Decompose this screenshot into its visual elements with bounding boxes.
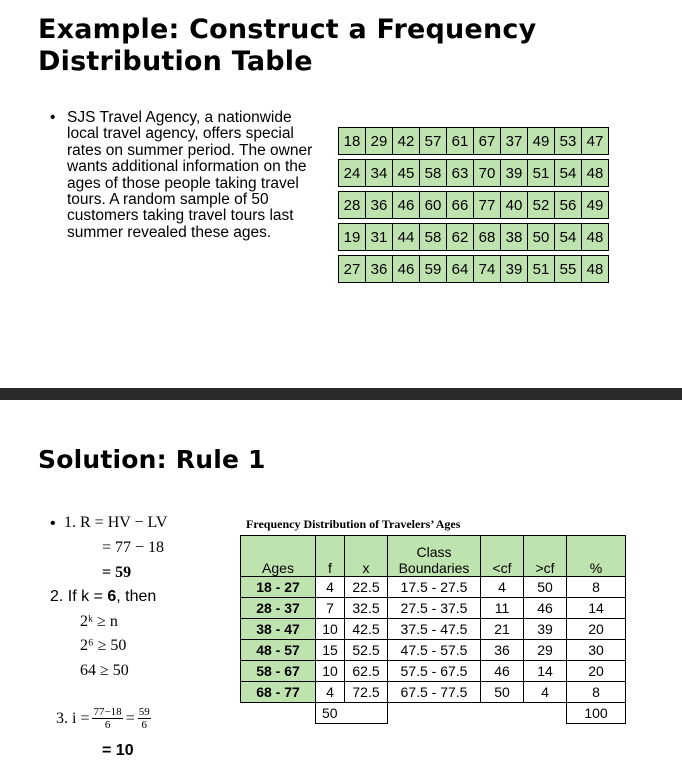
age-cell: 48	[582, 160, 609, 187]
age-cell: 47	[582, 128, 609, 155]
row-f: 10	[316, 619, 345, 640]
totals-row	[241, 703, 626, 724]
row-less-cf: 21	[481, 619, 524, 640]
age-cell: 19	[339, 224, 366, 251]
total-frequency: 50	[316, 703, 388, 724]
age-cell: 37	[501, 128, 528, 155]
step3-fraction-2	[138, 706, 151, 731]
age-cell: 74	[474, 256, 501, 283]
ages-row	[339, 160, 609, 187]
row-greater-cf: 29	[524, 640, 567, 661]
row-x: 52.5	[345, 640, 388, 661]
header-ages: Ages	[241, 536, 316, 577]
age-cell: 53	[555, 128, 582, 155]
header-percent: %	[567, 536, 626, 577]
age-cell: 52	[528, 192, 555, 219]
slide1-title	[38, 14, 536, 78]
age-cell: 46	[393, 192, 420, 219]
age-cell: 48	[582, 224, 609, 251]
header-class-line1: Class	[416, 544, 452, 560]
row-percent: 30	[567, 640, 626, 661]
totals-blank-gcf	[524, 703, 567, 724]
row-ages: 58 - 67	[241, 661, 316, 682]
age-cell: 51	[528, 256, 555, 283]
table-row	[241, 640, 626, 661]
step3-frac2-denominator: 6	[141, 719, 147, 731]
table-row	[241, 577, 626, 598]
total-percent: 100	[567, 703, 626, 724]
ages-row	[339, 128, 609, 155]
row-f: 7	[316, 598, 345, 619]
age-cell: 48	[582, 256, 609, 283]
age-cell: 44	[393, 224, 420, 251]
age-cell: 29	[366, 128, 393, 155]
row-ages: 68 - 77	[241, 682, 316, 703]
slide1-title-line2: Distribution Table	[38, 46, 313, 77]
step3-frac1-numerator: 77−18	[93, 706, 122, 718]
age-cell: 57	[420, 128, 447, 155]
row-class-boundary: 67.5 - 77.5	[388, 682, 481, 703]
age-cell: 28	[339, 192, 366, 219]
step2-suffix: , then	[116, 588, 157, 605]
step2-substituted: 2⁶ ≥ 50	[80, 637, 127, 654]
age-cell: 56	[555, 192, 582, 219]
slide1-title-line1: Example: Construct a Frequency	[38, 14, 537, 45]
header-f: f	[316, 536, 345, 577]
age-cell: 45	[393, 160, 420, 187]
step1-substitution: = 77 − 18	[102, 539, 165, 556]
step1-bullet: •	[50, 515, 56, 532]
age-cell: 58	[420, 160, 447, 187]
ages-row	[339, 256, 609, 283]
row-percent: 20	[567, 619, 626, 640]
row-x: 32.5	[345, 598, 388, 619]
age-cell: 55	[555, 256, 582, 283]
age-cell: 40	[501, 192, 528, 219]
age-cell: 31	[366, 224, 393, 251]
bullet-dot: •	[50, 109, 56, 126]
step3-fraction-1	[92, 706, 122, 731]
slide1-bullet-text: SJS Travel Agency, a nationwide local travel agency, offers special rates on summer period. The owner wants additional information on the ages of those people taking travel tours. A random sample of 50 customers taking travel tours last summer revealed these ages.	[67, 109, 313, 241]
row-less-cf: 46	[481, 661, 524, 682]
row-ages: 28 - 37	[241, 598, 316, 619]
row-less-cf: 11	[481, 598, 524, 619]
step1-result: = 59	[102, 564, 132, 581]
row-less-cf: 50	[481, 682, 524, 703]
age-cell: 60	[420, 192, 447, 219]
header-greater-cf: >cf	[524, 536, 567, 577]
table-row	[241, 619, 626, 640]
row-greater-cf: 14	[524, 661, 567, 682]
row-ages: 38 - 47	[241, 619, 316, 640]
age-cell: 24	[339, 160, 366, 187]
step3-result: = 10	[102, 742, 134, 759]
step2-evaluated: 64 ≥ 50	[80, 662, 129, 679]
row-percent: 14	[567, 598, 626, 619]
age-cell: 36	[366, 192, 393, 219]
age-cell: 34	[366, 160, 393, 187]
row-f: 15	[316, 640, 345, 661]
age-cell: 39	[501, 160, 528, 187]
row-percent: 8	[567, 577, 626, 598]
row-x: 62.5	[345, 661, 388, 682]
header-less-cf: <cf	[481, 536, 524, 577]
age-cell: 49	[582, 192, 609, 219]
table-row	[241, 661, 626, 682]
step2-prefix: 2. If k =	[50, 588, 108, 605]
row-percent: 20	[567, 661, 626, 682]
row-x: 72.5	[345, 682, 388, 703]
totals-blank-cb	[388, 703, 481, 724]
step3-equals: =	[125, 709, 135, 727]
row-class-boundary: 37.5 - 47.5	[388, 619, 481, 640]
totals-blank-ages	[241, 703, 316, 724]
age-cell: 70	[474, 160, 501, 187]
age-cell: 58	[420, 224, 447, 251]
step3-frac1-denominator: 6	[104, 719, 111, 731]
table-row	[241, 598, 626, 619]
row-class-boundary: 47.5 - 57.5	[388, 640, 481, 661]
row-less-cf: 4	[481, 577, 524, 598]
row-f: 4	[316, 577, 345, 598]
step2-condition	[50, 588, 156, 606]
age-cell: 68	[474, 224, 501, 251]
age-cell: 62	[447, 224, 474, 251]
ages-row	[339, 224, 609, 251]
age-cell: 61	[447, 128, 474, 155]
age-cell: 59	[420, 256, 447, 283]
age-cell: 54	[555, 224, 582, 251]
row-greater-cf: 50	[524, 577, 567, 598]
frequency-distribution-table	[240, 535, 626, 724]
row-ages: 48 - 57	[241, 640, 316, 661]
age-cell: 49	[528, 128, 555, 155]
row-class-boundary: 27.5 - 37.5	[388, 598, 481, 619]
row-ages: 18 - 27	[241, 577, 316, 598]
age-cell: 64	[447, 256, 474, 283]
ages-row	[339, 192, 609, 219]
age-cell: 38	[501, 224, 528, 251]
row-percent: 8	[567, 682, 626, 703]
age-cell: 27	[339, 256, 366, 283]
age-cell: 50	[528, 224, 555, 251]
age-cell: 54	[555, 160, 582, 187]
step2-inequality: 2ᵏ ≥ n	[80, 613, 118, 630]
age-cell: 39	[501, 256, 528, 283]
row-x: 42.5	[345, 619, 388, 640]
row-greater-cf: 39	[524, 619, 567, 640]
ages-data-table	[338, 127, 609, 283]
step3-frac2-numerator: 59	[138, 706, 150, 718]
header-class-line2: Boundaries	[398, 560, 470, 576]
row-greater-cf: 46	[524, 598, 567, 619]
row-greater-cf: 4	[524, 682, 567, 703]
age-cell: 67	[474, 128, 501, 155]
step3-label: 3. i =	[56, 709, 90, 727]
header-class-boundaries	[388, 536, 481, 577]
table-row	[241, 682, 626, 703]
age-cell: 42	[393, 128, 420, 155]
row-class-boundary: 17.5 - 27.5	[388, 577, 481, 598]
age-cell: 51	[528, 160, 555, 187]
freq-table-caption: Frequency Distribution of Travelers’ Ages	[246, 517, 461, 531]
age-cell: 46	[393, 256, 420, 283]
row-f: 10	[316, 661, 345, 682]
row-f: 4	[316, 682, 345, 703]
slide2-title: Solution: Rule 1	[38, 445, 266, 474]
age-cell: 63	[447, 160, 474, 187]
header-x: x	[345, 536, 388, 577]
row-x: 22.5	[345, 577, 388, 598]
step2-k-value: 6	[107, 588, 117, 605]
row-less-cf: 36	[481, 640, 524, 661]
age-cell: 36	[366, 256, 393, 283]
age-cell: 77	[474, 192, 501, 219]
age-cell: 18	[339, 128, 366, 155]
step3-interval-formula	[56, 706, 151, 731]
row-class-boundary: 57.5 - 67.5	[388, 661, 481, 682]
step1-range-formula: 1. R = HV − LV	[64, 514, 168, 531]
slide-divider	[0, 388, 682, 400]
totals-blank-lcf	[481, 703, 524, 724]
age-cell: 66	[447, 192, 474, 219]
